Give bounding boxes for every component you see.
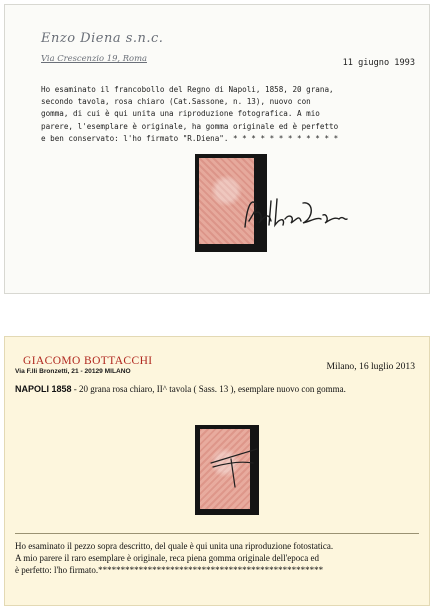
- body-line: Ho esaminato il pezzo sopra descritto, del quale è qui unita una riproduzione fotostatica.: [15, 541, 334, 551]
- handwritten-signature: [201, 433, 261, 493]
- body-line: A mio parere il raro esemplare è originale, reca piena gomma originale dell'epoca ed: [15, 553, 319, 563]
- company-name: GIACOMO BOTTACCHI: [23, 355, 153, 367]
- handwritten-signature: [241, 195, 351, 235]
- body-line: è perfetto: l'ho firmato.**************************************************: [15, 565, 324, 575]
- stamp-description-line: [15, 383, 419, 396]
- body-line: secondo tavola, rosa chiaro (Cat.Sassone, n. 13), nuovo con: [41, 97, 311, 107]
- certificate-date: Milano, 16 luglio 2013: [326, 361, 415, 372]
- certificate-body: [41, 84, 417, 145]
- certificate-body: [15, 540, 425, 576]
- body-line: parere, l'esemplare è originale, ha gomma originale ed è perfetto: [41, 121, 339, 131]
- diena-certificate: [4, 4, 430, 294]
- stamp-description: - 20 grana rosa chiaro, II^ tavola ( Sass. 13 ), esemplare nuovo con gomma.: [73, 384, 346, 394]
- issuer-logo: Enzo Diena s.n.c.: [41, 31, 164, 46]
- divider: [15, 533, 419, 534]
- stamp-title: NAPOLI 1858: [15, 384, 72, 394]
- certificate-date: 11 giugno 1993: [342, 58, 415, 68]
- company-address: Via F.lli Bronzetti, 21 - 20129 MILANO: [15, 368, 131, 375]
- body-line: Ho esaminato il francobollo del Regno di Napoli, 1858, 20 grana,: [41, 85, 334, 94]
- body-line: e ben conservato: l'ho firmato "R.Diena". * * * * * * * * * * * *: [41, 133, 339, 143]
- issuer-address: Via Crescenzio 19, Roma: [41, 53, 147, 63]
- body-line: gomma, di cui è qui unita una riproduzione fotografica. A mio: [41, 109, 320, 119]
- bottacchi-certificate: [4, 336, 430, 606]
